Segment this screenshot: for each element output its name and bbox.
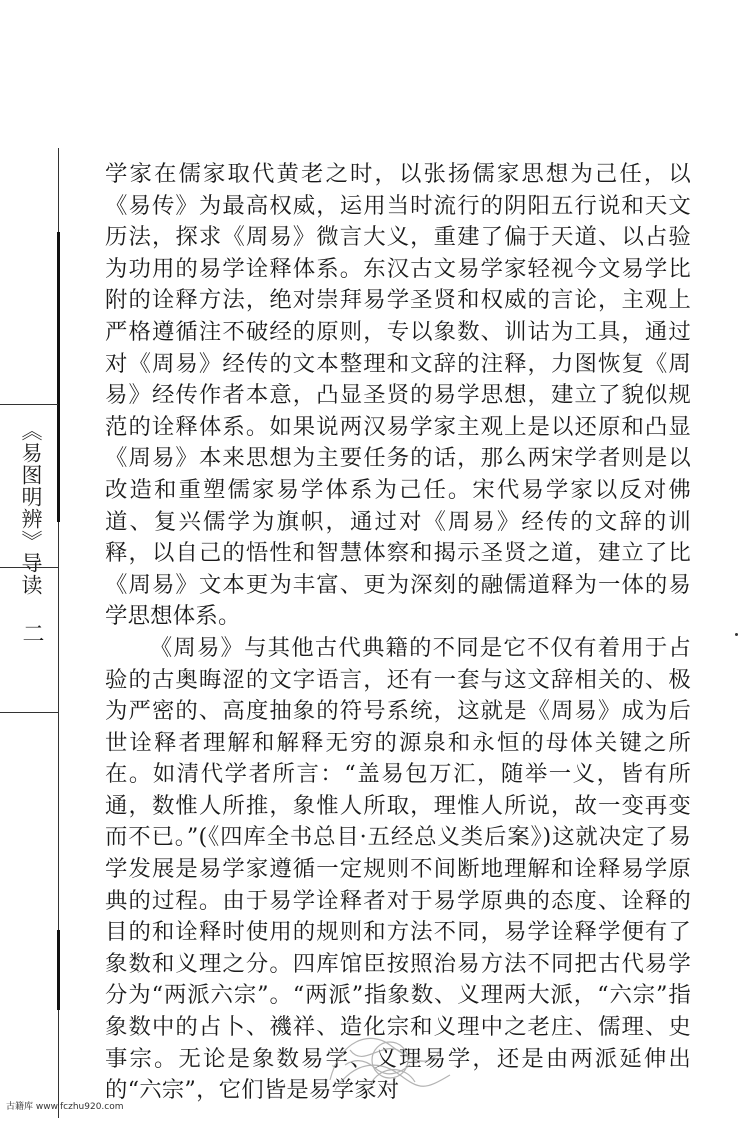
running-book-title: 《易图明辨》导读 [19,420,43,596]
margin-rule-bold [57,232,60,522]
scan-speck [735,633,738,636]
footer-url: www.fczhu920.com [35,1102,124,1112]
margin-divider-top [0,404,58,405]
body-text [105,159,691,1107]
watermark-seal-icon [310,1020,460,1100]
page-number: 二 [19,622,44,644]
paragraph: 学家在儒家取代黄老之时，以张扬儒家思想为己任，以《易传》为最高权威，运用当时流行的阴阳五行说和天文历法，探求《周易》微言大义，重建了偏于天道、以占验为功用的易学诠释体系。东汉古文易学家轻视今文易学比附的诠释方法，绝对崇拜易学圣贤和权威的言论，主观上严格遵循注不破经的原则，专以象数、训诂为工具，通过对《周易》经传的文本整理和文辞的注释，力图恢复《周易》经传作者本意，凸显圣贤的易学思想，建立了貌似规范的诠释体系。如果说两汉易学家主观上是以还原和凸显《周易》本来思想为主要任务的话，那么两宋学者则是以改造和重塑儒家易学体系为己任。宋代易学家以反对佛道、复兴儒学为旗帜，通过对《周易》经传的文辞的训释，以自己的悟性和智慧体察和揭示圣贤之道，建立了比《周易》文本更为丰富、更为深刻的融儒道释为一体的易学思想体系。 [105,161,691,630]
footer-watermark [6,1099,124,1112]
margin-rule-bold-lower [57,930,60,1010]
paragraph: 《周易》与其他古代典籍的不同是它不仅有着用于占验的古奥晦涩的文字语言，还有一套与这文辞相关的、极为严密的、高度抽象的符号系统，这就是《周易》成为后世诠释者理解和解释无穷的源泉和永恒的母体关键之所在。如清代学者所言：“盖易包万汇，随举一义，皆有所通，数惟人所推，象惟人所取，理惟人所说，故一变再变而不已。”(《四库全书总目·五经总义类后案》)这就决定了易学发展是易学家遵循一定规则不间断地理解和诠释易学原典的过程。由于易学诠释者对于易学原典的态度、诠释的目的和诠释时使用的规则和方法不同，易学诠释学便有了象数和义理之分。四库馆臣按照治易方法不同把古代易学分为“两派六宗”。“两派”指象数、义理两大派，“六宗”指象数中的占卜、禨祥、造化宗和义理中之老庄、儒理、史事宗。无论是象数易学、义理易学，还是由两派延伸出的“六宗”，它们皆是易学家对 [105,634,691,1104]
footer-site-name: 古籍库 [6,1102,34,1112]
margin-divider-bottom [0,712,58,713]
